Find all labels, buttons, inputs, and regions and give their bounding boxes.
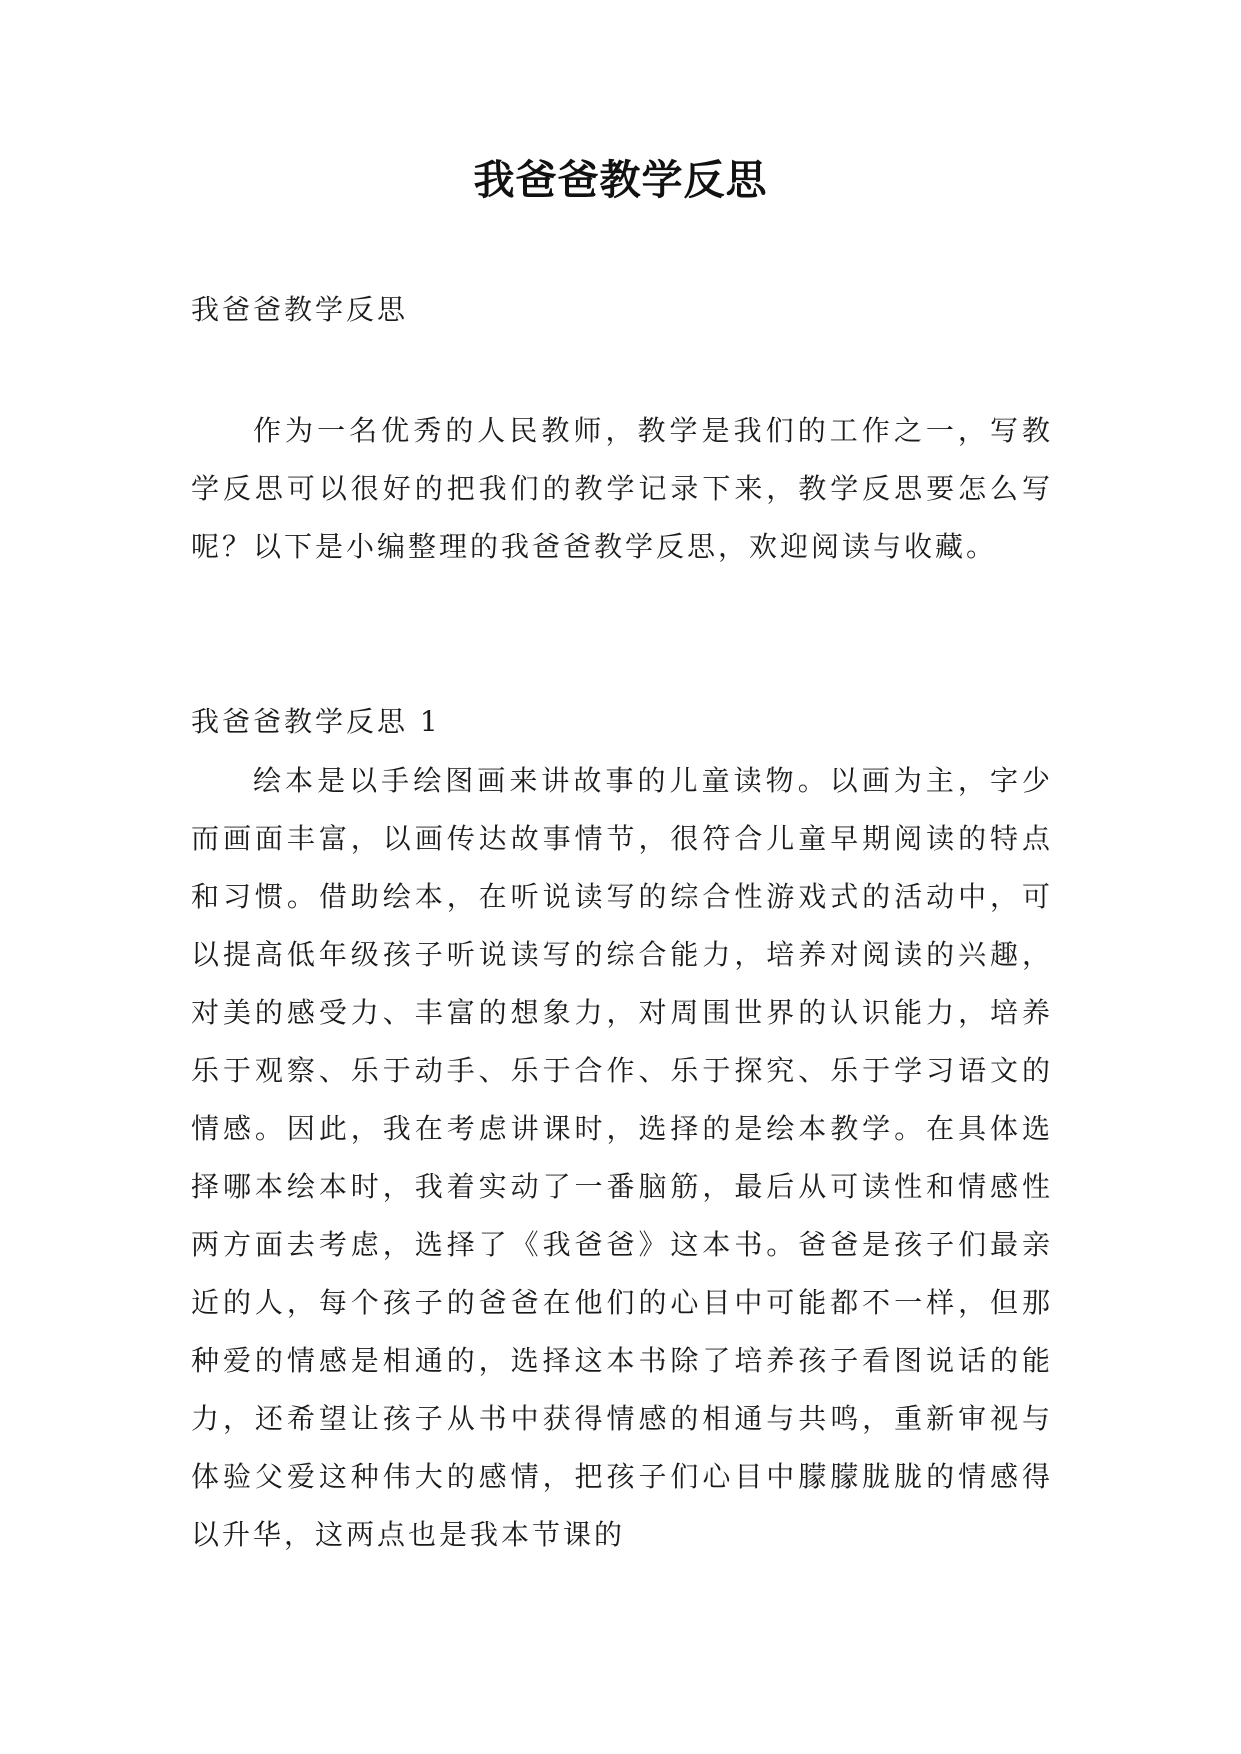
document-title: 我爸爸教学反思: [473, 156, 768, 204]
section-paragraph: 绘本是以手绘图画来讲故事的儿童读物。以画为主，字少而画面丰富，以画传达故事情节，很符合儿童早期阅读的特点和习惯。借助绘本，在听说读写的综合性游戏式的活动中，可以提高低年级孩子听说读写的综合能力，培养对阅读的兴趣，对美的感受力、丰富的想象力，对周围世界的认识能力，培养乐于观察、乐于动手、乐于合作、乐于探究、乐于学习语文的情感。因此，我在考虑讲课时，选择的是绘本教学。在具体选择哪本绘本时，我着实动了一番脑筋，最后从可读性和情感性两方面去考虑，选择了《我爸爸》这本书。爸爸是孩子们最亲近的人，每个孩子的爸爸在他们的心目中可能都不一样，但那种爱的情感是相通的，选择这本书除了培养孩子看图说话的能力，还希望让孩子从书中获得情感的相通与共鸣，重新审视与体验父爱这种伟大的感情，把孩子们心目中朦朦胧胧的情感得以升华，这两点也是我本节课的: [191, 764, 1053, 1551]
document-subtitle: 我爸爸教学反思: [191, 293, 409, 326]
intro-paragraph: 作为一名优秀的人民教师，教学是我们的工作之一，写教学反思可以很好的把我们的教学记录下来，教学反思要怎么写呢？以下是小编整理的我爸爸教学反思，欢迎阅读与收藏。: [191, 414, 1053, 563]
section-heading: 我爸爸教学反思 1: [191, 705, 441, 738]
